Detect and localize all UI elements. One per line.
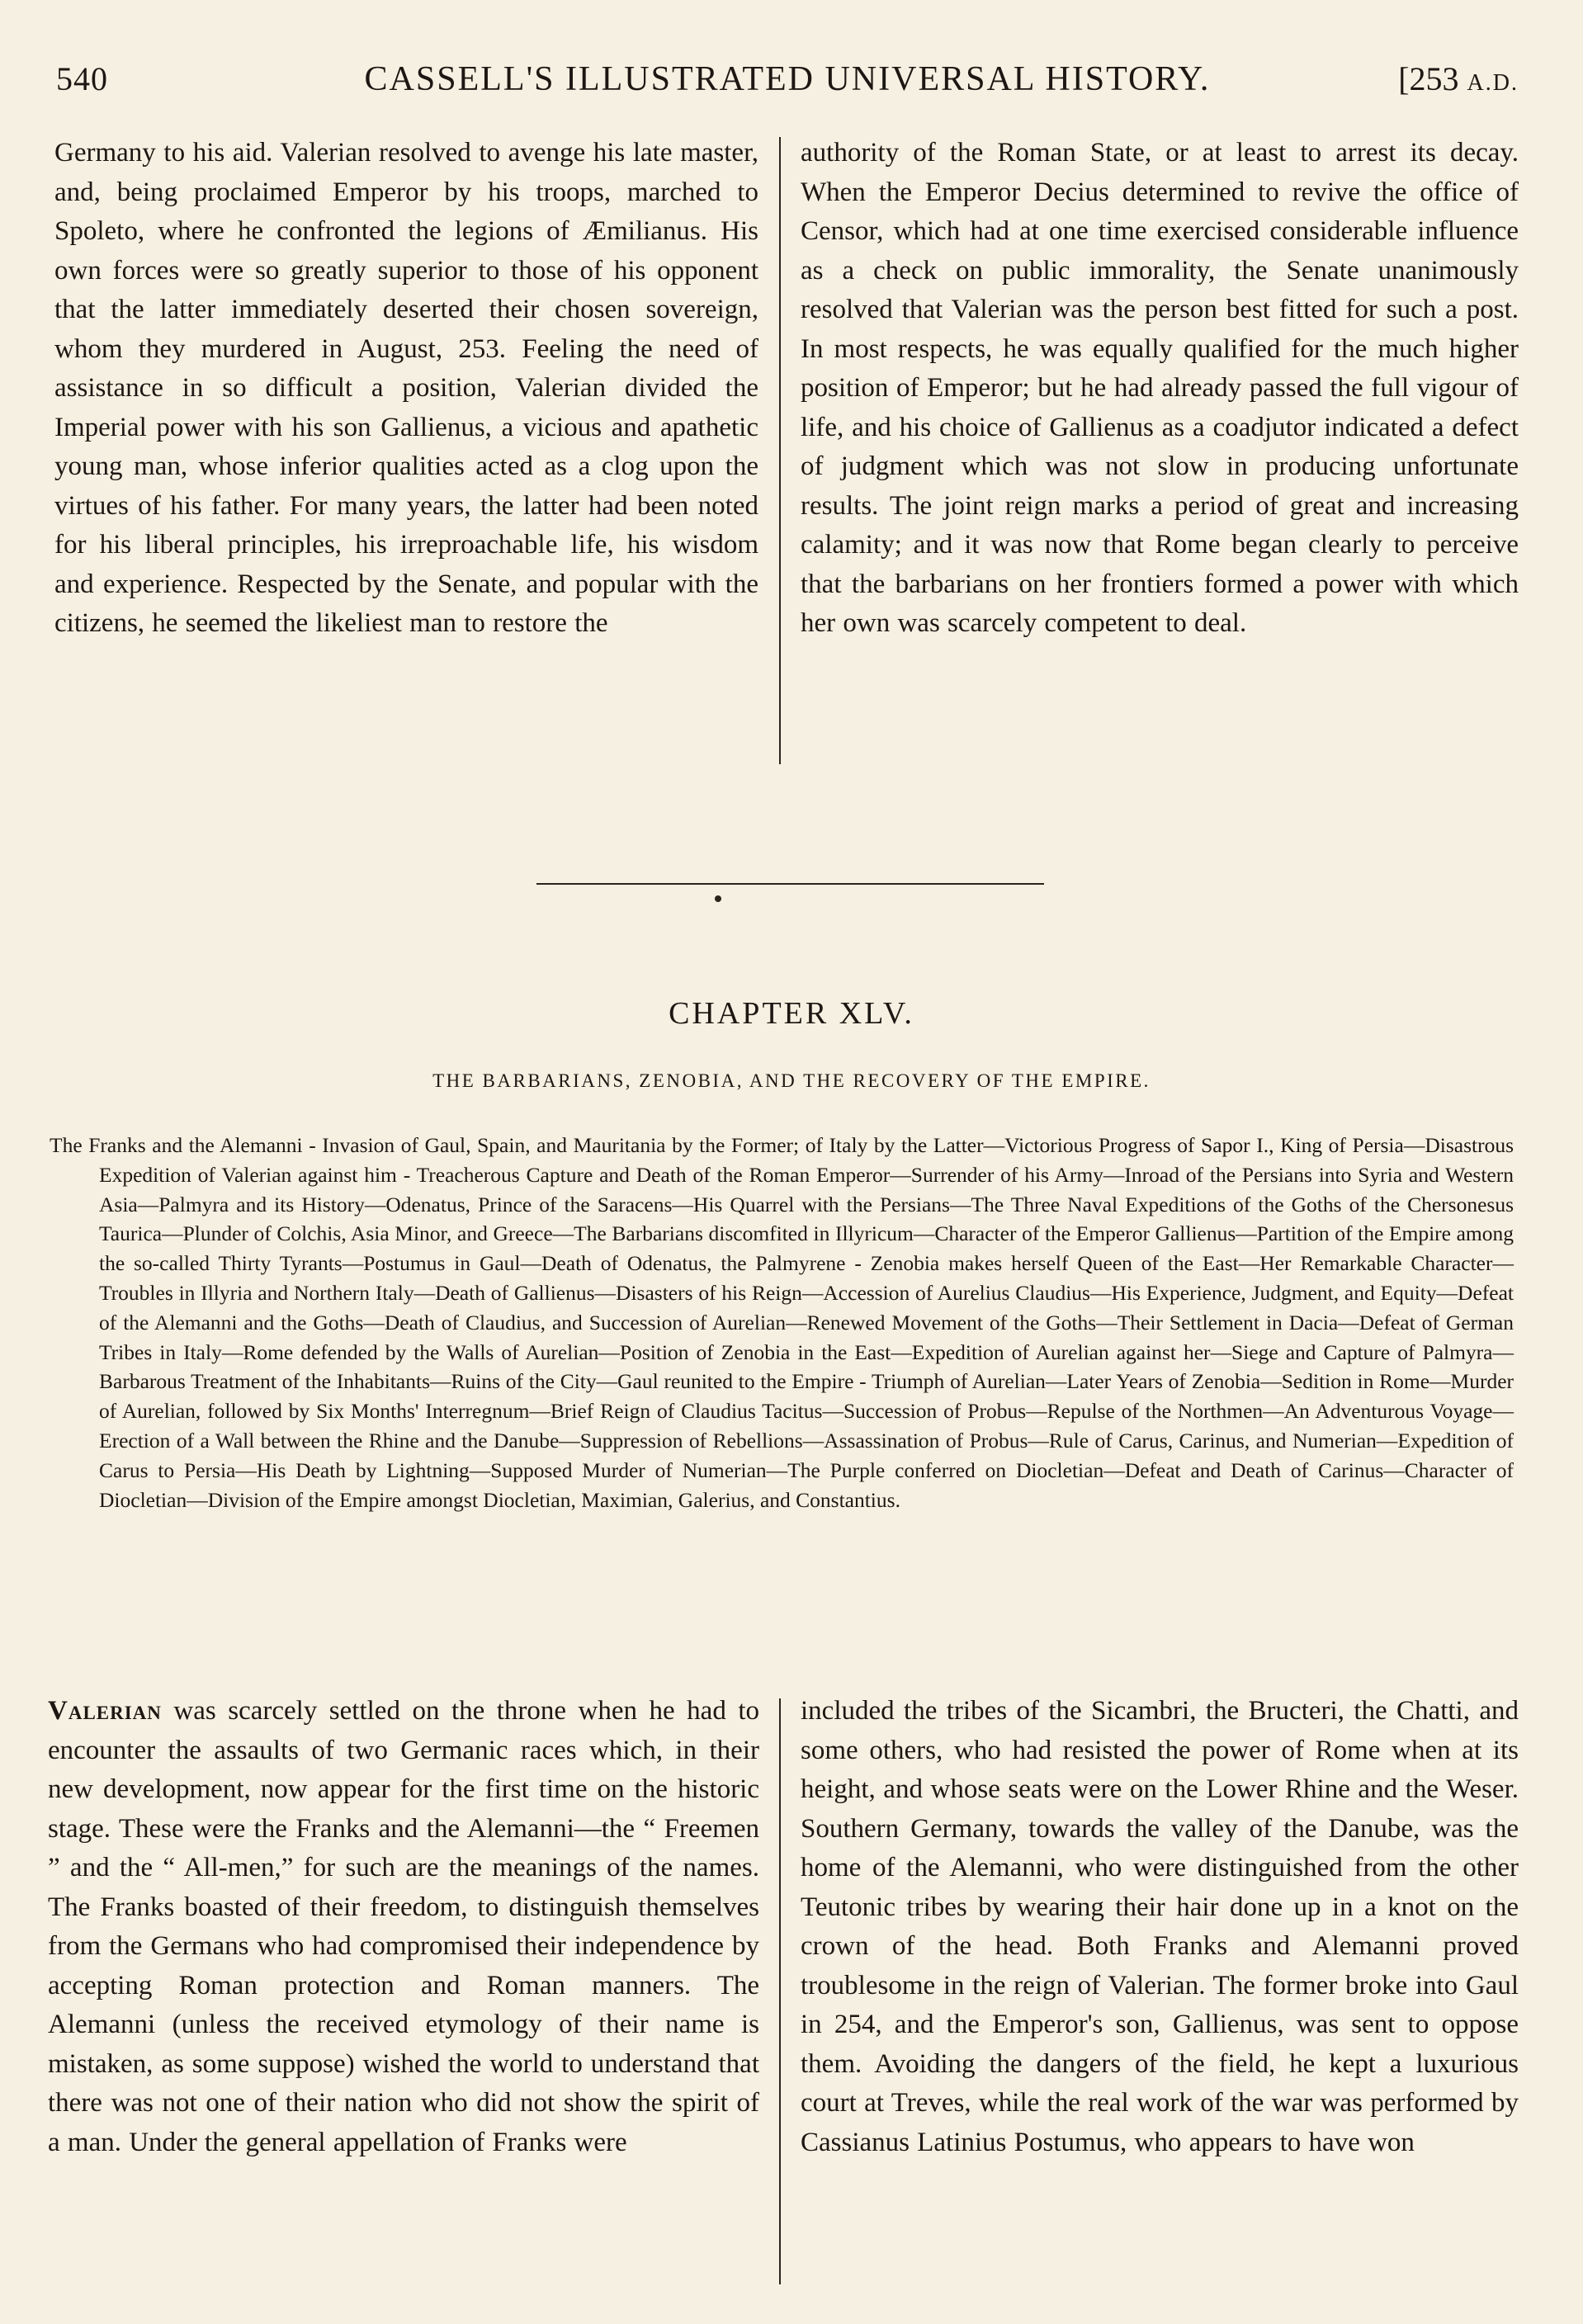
column-divider-bottom bbox=[779, 1698, 781, 2284]
top-left-paragraph: Germany to his aid. Valerian resolved to avenge his late master, and, being proclaimed Emperor by his troops, marched to Spoleto, where he confronted the legions of Æmilianus. His own forces were so greatly superior to those of his opponent that the latter immediately deserted their chosen sovereign, whom they murdered in August, 253. Feeling the need of assistance in so difficult a position, Valerian divided the Imperial power with his son Gallienus, a vicious and apathetic young man, whose inferior qualities acted as a clog upon the virtues of his father. For many years, the latter had been noted for his liberal principles, his irreproachable life, his wisdom and experience. Respected by the Senate, and popular with the citizens, he seemed the likeliest man to restore the bbox=[54, 138, 758, 638]
running-title: CASSELL'S ILLUSTRATED UNIVERSAL HISTORY. bbox=[364, 60, 1211, 98]
running-header bbox=[56, 59, 1519, 109]
section-separator-dot bbox=[715, 895, 721, 902]
section-separator-rule bbox=[536, 883, 1044, 885]
top-left-column bbox=[54, 134, 758, 644]
bottom-left-paragraph bbox=[48, 1692, 759, 2162]
bottom-right-column bbox=[801, 1692, 1519, 2162]
chapter-title: CHAPTER XLV. bbox=[669, 996, 914, 1031]
date-reference bbox=[1398, 59, 1519, 98]
opening-word: Valerian bbox=[48, 1696, 162, 1726]
chapter-summary: The Franks and the Alemanni - Invasion of Gaul, Spain, and Mauritania by the Former; of Italy by the Latter—Victorious Progress of Sapor I., King of Persia—Disastrous Expedition of Valerian against him - Treacherous Capture and Death of the Roman Emperor—Surrender of his Army—Inroad of the Persians into Syria and Western Asia—Palmyra and its History—Odenatus, Prince of the Saracens—His Quarrel with the Persians—The Three Naval Expeditions of the Goths of the Chersonesus Taurica—Plunder of Colchis, Asia Minor, and Greece—The Barbarians discomfited in Illyricum—Character of the Emperor Gallienus—Partition of the Empire among the so-called Thirty Tyrants—Postumus in Gaul—Death of Odenatus, the Palmyrene - Zenobia makes herself Queen of the East—Her Remarkable Character—Troubles in Illyria and Northern Italy—Death of Gallienus—Disasters of his Reign—Accession of Aurelius Claudius—His Experience, Judgment, and Equity—Defeat of the Alemanni and the Goths—Death of Claudius, and Succession of Aurelian—Renewed Movement of the Goths—Their Settlement in Dacia—Defeat of German Tribes in Italy—Rome defended by the Walls of Aurelian—Position of Zenobia in the East—Expedition of Aurelian against her—Siege and Capture of Palmyra—Barbarous Treatment of the Inhabitants—Ruins of the City—Gaul reunited to the Empire - Triumph of Aurelian—Later Years of Zenobia—Sedition in Rome—Murder of Aurelian, followed by Six Months' Interregnum—Brief Reign of Claudius Tacitus—Succession of Probus—Repulse of the Northmen—An Adventurous Voyage—Erection of a Wall between the Rhine and the Danube—Suppression of Rebellions—Assassination of Probus—Rule of Carus, Carinus, and Numerian—Expedition of Carus to Persia—His Death by Lightning—Supposed Murder of Numerian—The Purple conferred on Diocletian—Defeat and Death of Carinus—Character of Diocletian—Division of the Empire amongst Diocletian, Maximian, Galerius, and Constantius. bbox=[50, 1133, 1514, 1512]
bottom-left-column bbox=[48, 1692, 759, 2162]
date-era: A.D. bbox=[1467, 70, 1519, 96]
bottom-left-body: was scarcely settled on the throne when he had to encounter the assaults of two Germanic races which, in their new development, now appear for the first time on the historic stage. These were the Franks and the Alemanni—the “ Freemen ” and the “ All-men,” for such are the meanings of the names. The Franks boasted of their freedom, to distinguish themselves from the Germans who had compromised their independence by accepting Roman protection and Roman manners. The Alemanni (unless the received etymology of their name is mistaken, as some suppose) wished the world to understand that there was not one of their nation who did not show the spirit of a man. Under the general appellation of Franks were bbox=[48, 1696, 759, 2157]
bottom-right-paragraph: included the tribes of the Sicambri, the Bructeri, the Chatti, and some others, who had resisted the power of Rome when at its height, and whose seats were on the Lower Rhine and the Weser. Southern Germany, towards the valley of the Danube, was the home of the Alemanni, who were distinguished from the other Teutonic tribes by wearing their hair done up in a knot on the crown of the head. Both Franks and Alemanni proved troublesome in the reign of Valerian. The former broke into Gaul in 254, and the Emperor's son, Gallienus, was sent to oppose them. Avoiding the dangers of the field, he kept a luxurious court at Treves, while the real work of the war was performed by Cassianus Latinius Postumus, who appears to have won bbox=[801, 1696, 1519, 2157]
chapter-subtitle: THE BARBARIANS, ZENOBIA, AND THE RECOVERY OF THE EMPIRE. bbox=[432, 1070, 1151, 1091]
page-number: 540 bbox=[56, 60, 108, 97]
top-right-paragraph: authority of the Roman State, or at least to arrest its decay. When the Emperor Decius determined to revive the office of Censor, which had at one time exercised considerable influence as a check on public immorality, the Senate unanimously resolved that Valerian was the person best fitted for such a post. In most respects, he was equally qualified for the much higher position of Emperor; but he had already passed the full vigour of life, and his choice of Gallienus as a coadjutor indicated a defect of judgment which was not slow in producing unfortunate results. The joint reign marks a period of great and increasing calamity; and it was now that Rome began clearly to perceive that the barbarians on her frontiers formed a power with which her own was scarcely competent to deal. bbox=[801, 138, 1519, 638]
top-right-column bbox=[801, 134, 1519, 644]
column-divider-top bbox=[779, 137, 781, 764]
date-year: [253 bbox=[1398, 60, 1459, 97]
